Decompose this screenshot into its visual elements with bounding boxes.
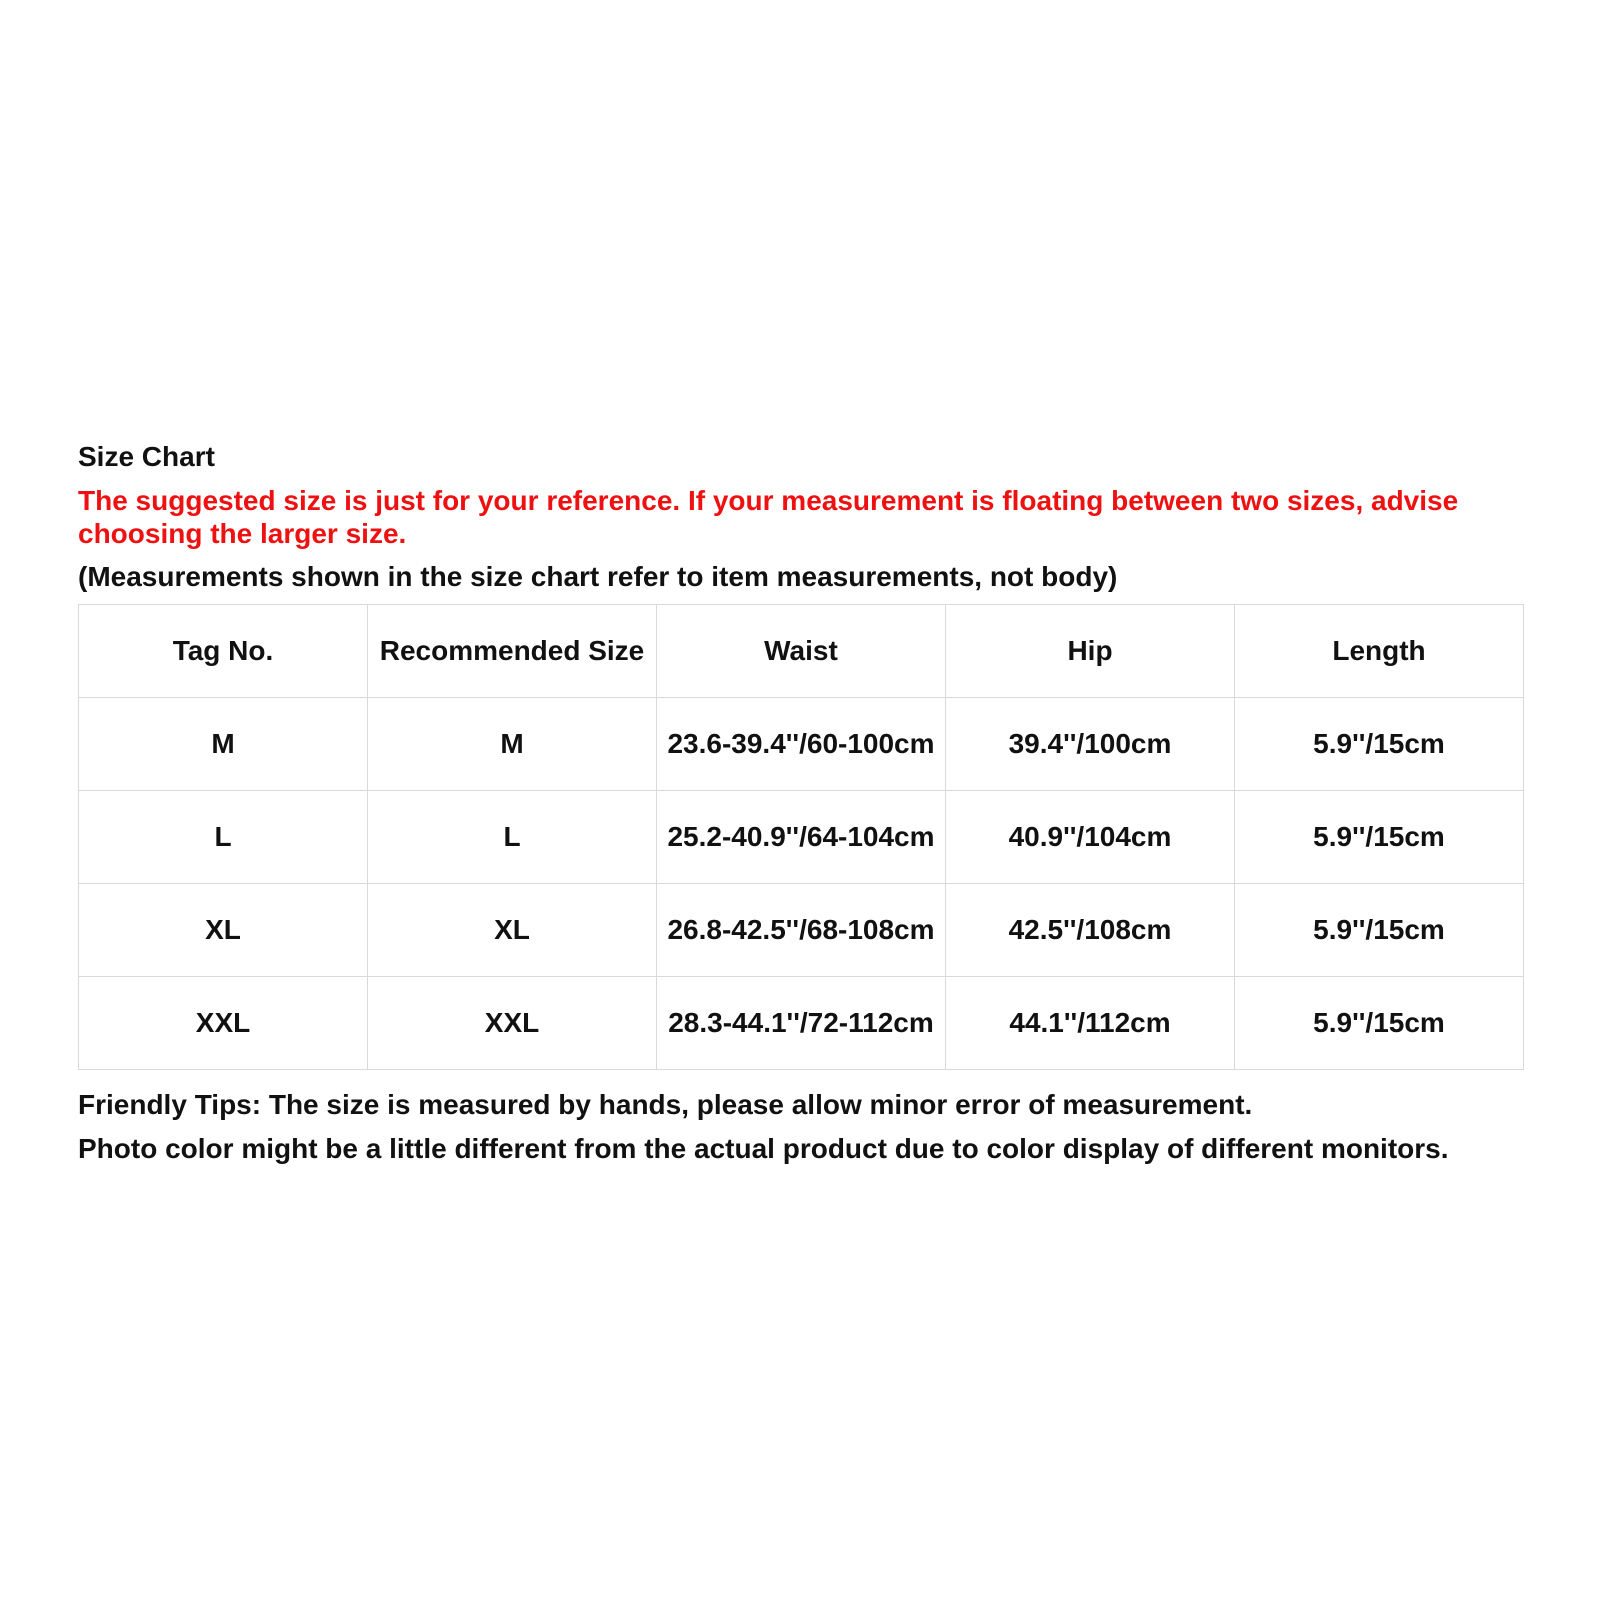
tip-measurement: Friendly Tips: The size is measured by hands, please allow minor error of measurement. bbox=[78, 1089, 1253, 1120]
size-chart-section bbox=[78, 440, 1524, 1176]
cell-tag-no: M bbox=[79, 698, 368, 791]
measurement-note: (Measurements shown in the size chart refer to item measurements, not body) bbox=[78, 561, 1118, 592]
cell-length: 5.9''/15cm bbox=[1235, 698, 1524, 791]
header-tag-no: Tag No. bbox=[79, 605, 368, 698]
page-title: Size Chart bbox=[78, 441, 215, 472]
cell-tag-no: L bbox=[79, 791, 368, 884]
cell-waist: 23.6-39.4''/60-100cm bbox=[657, 698, 946, 791]
cell-hip: 42.5''/108cm bbox=[946, 884, 1235, 977]
friendly-tips bbox=[78, 1088, 1524, 1166]
header-recommended-size: Recommended Size bbox=[368, 605, 657, 698]
header-length: Length bbox=[1235, 605, 1524, 698]
table-row bbox=[79, 977, 1524, 1070]
table-row bbox=[79, 884, 1524, 977]
cell-waist: 28.3-44.1''/72-112cm bbox=[657, 977, 946, 1070]
size-table bbox=[78, 604, 1524, 1070]
cell-waist: 25.2-40.9''/64-104cm bbox=[657, 791, 946, 884]
cell-hip: 39.4''/100cm bbox=[946, 698, 1235, 791]
cell-recommended-size: XXL bbox=[368, 977, 657, 1070]
cell-tag-no: XL bbox=[79, 884, 368, 977]
cell-tag-no: XXL bbox=[79, 977, 368, 1070]
table-header-row bbox=[79, 605, 1524, 698]
cell-length: 5.9''/15cm bbox=[1235, 884, 1524, 977]
cell-waist: 26.8-42.5''/68-108cm bbox=[657, 884, 946, 977]
cell-recommended-size: XL bbox=[368, 884, 657, 977]
table-row bbox=[79, 698, 1524, 791]
header-hip: Hip bbox=[946, 605, 1235, 698]
cell-recommended-size: L bbox=[368, 791, 657, 884]
size-notice: The suggested size is just for your reference. If your measurement is floating between two sizes, advise choosing the larger size. bbox=[78, 485, 1459, 549]
table-row bbox=[79, 791, 1524, 884]
cell-length: 5.9''/15cm bbox=[1235, 791, 1524, 884]
header-waist: Waist bbox=[657, 605, 946, 698]
cell-hip: 44.1''/112cm bbox=[946, 977, 1235, 1070]
cell-length: 5.9''/15cm bbox=[1235, 977, 1524, 1070]
tip-photo-color: Photo color might be a little different from the actual product due to color display of different monitors. bbox=[78, 1133, 1449, 1164]
cell-hip: 40.9''/104cm bbox=[946, 791, 1235, 884]
cell-recommended-size: M bbox=[368, 698, 657, 791]
